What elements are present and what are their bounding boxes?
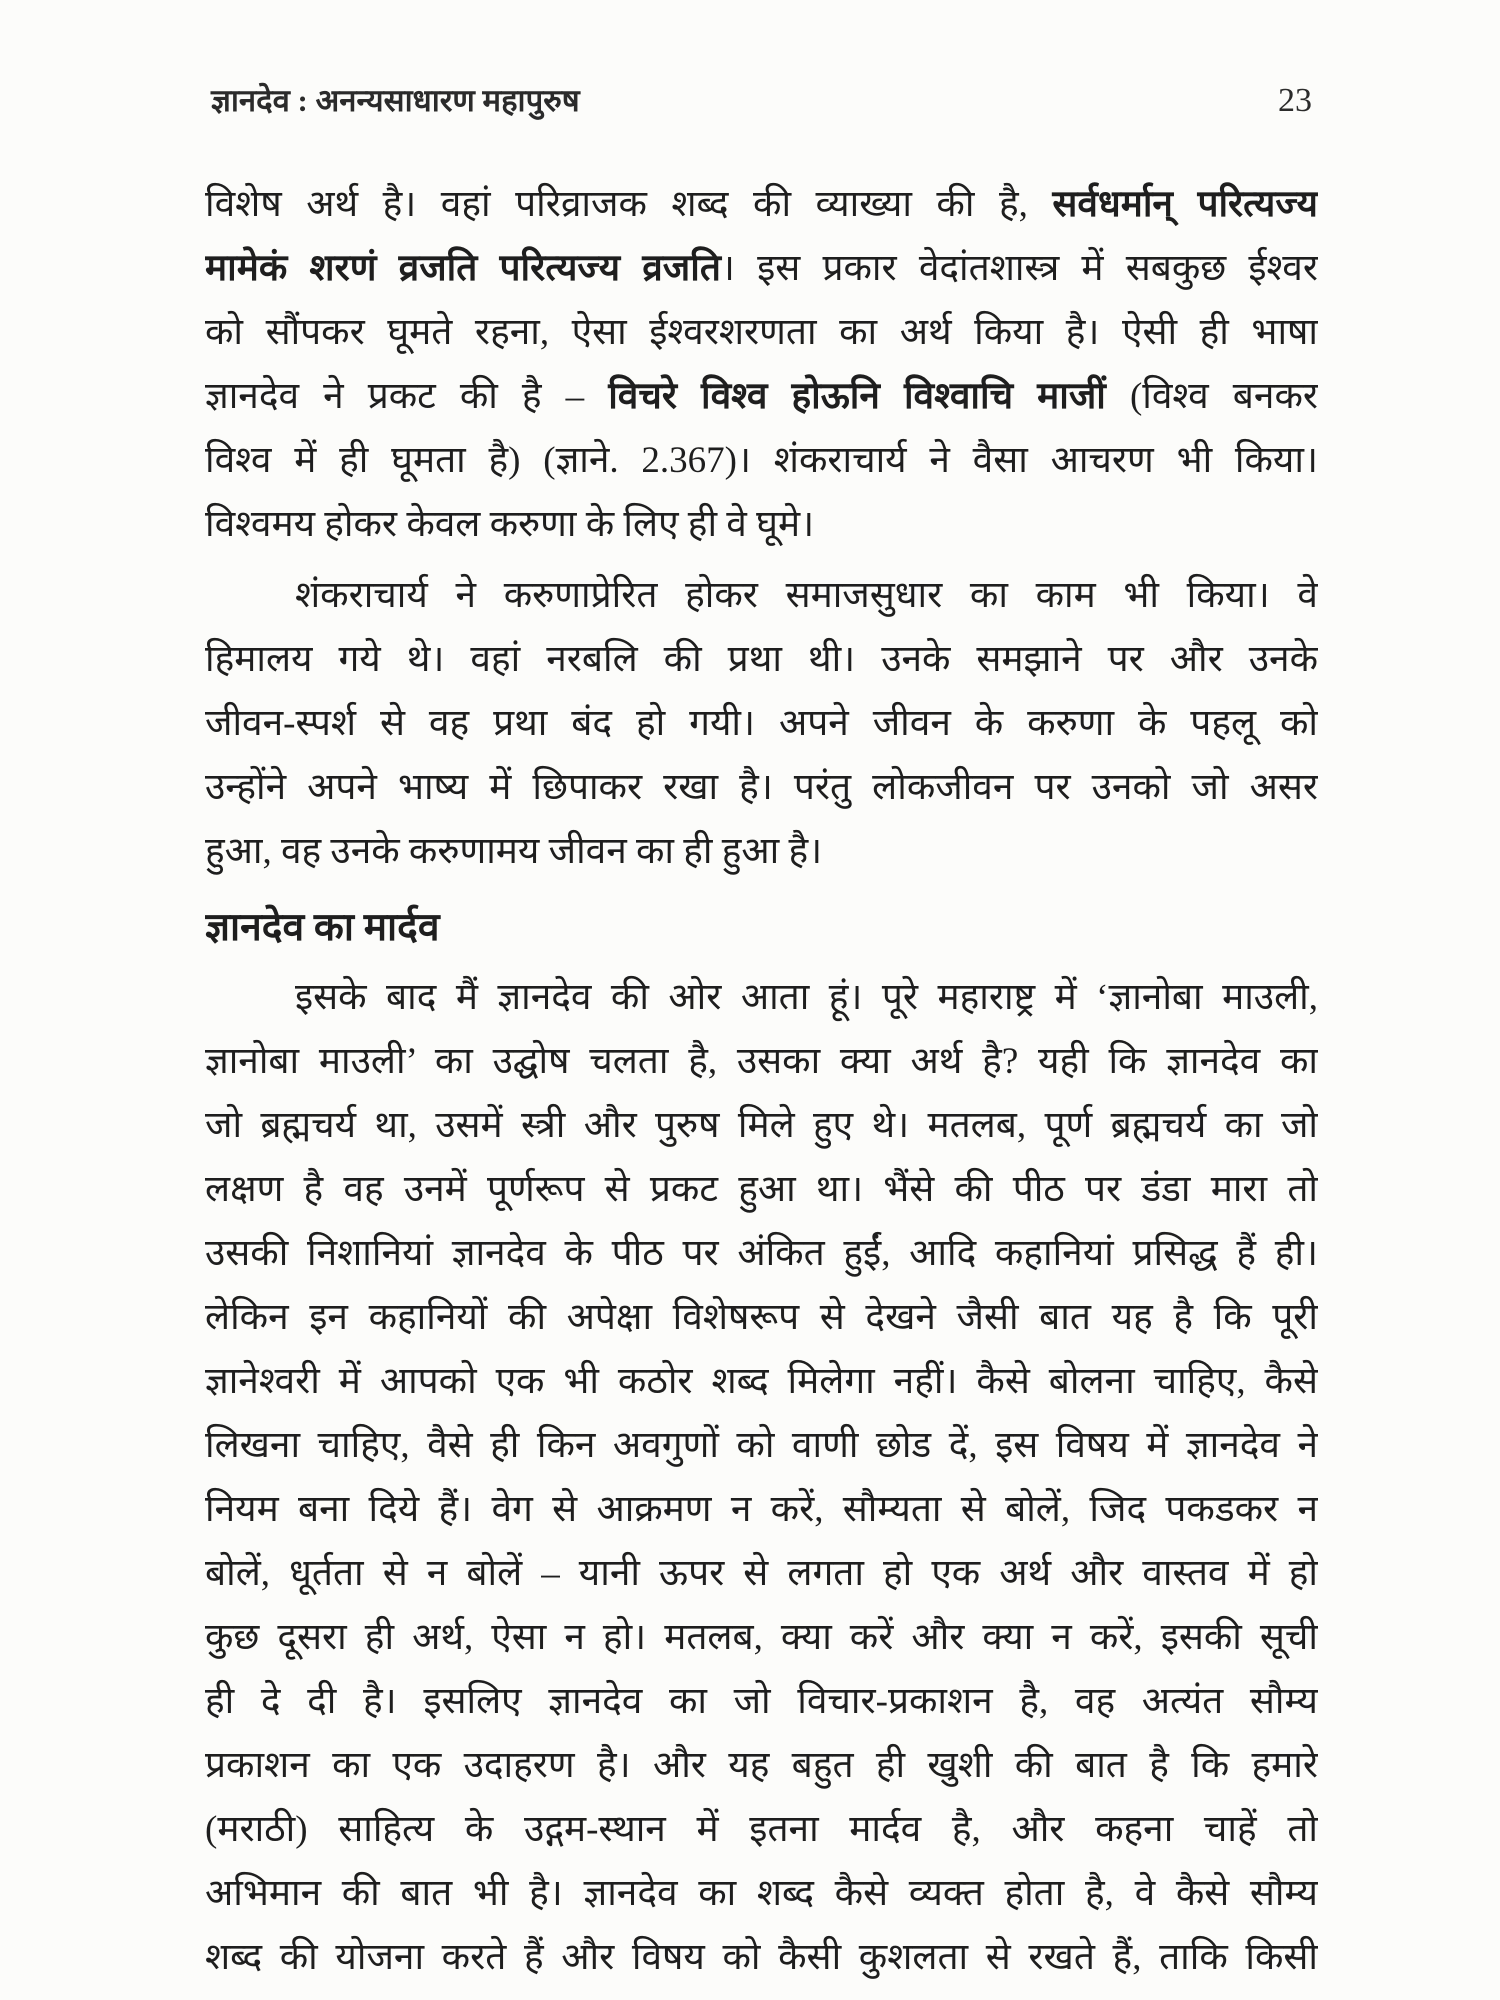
text-segment: (विश्व बनकर	[1105, 376, 1318, 417]
text-line: ही दे दी है। इसलिए ज्ञानदेव का जो विचार-प्रकाशन है, वह अत्यंत सौम्य	[205, 1681, 1318, 1722]
text-line: लक्षण है वह उनमें पूर्णरूप से प्रकट हुआ था। भैंसे की पीठ पर डंडा मारा तो	[205, 1169, 1318, 1210]
text-line: लेकिन इन कहानियों की अपेक्षा विशेषरूप से देखने जैसी बात यह है कि पूरी	[205, 1297, 1318, 1338]
text-line: जो ब्रह्मचर्य था, उसमें स्त्री और पुरुष मिले हुए थे। मतलब, पूर्ण ब्रह्मचर्य का जो	[205, 1105, 1318, 1146]
text-line: उन्होंने अपने भाष्य में छिपाकर रखा है। परंतु लोकजीवन पर उनको जो असर	[205, 767, 1318, 808]
text-line: प्रकाशन का एक उदाहरण है। और यह बहुत ही खुशी की बात है कि हमारे	[205, 1745, 1318, 1786]
text-line: ज्ञानेश्वरी में आपको एक भी कठोर शब्द मिलेगा नहीं। कैसे बोलना चाहिए, कैसे	[205, 1361, 1318, 1402]
text-line: हिमालय गये थे। वहां नरबलि की प्रथा थी। उनके समझाने पर और उनके	[205, 639, 1318, 680]
bold-quotation: मामेकं शरणं व्रजति परित्यज्य व्रजति	[205, 248, 721, 289]
text-line: लिखना चाहिए, वैसे ही किन अवगुणों को वाणी छोड दें, इस विषय में ज्ञानदेव ने	[205, 1425, 1318, 1466]
text-segment: विशेष अर्थ है। वहां परिव्राजक शब्द की व्याख्या की है,	[205, 184, 1053, 225]
text-line	[205, 173, 1318, 237]
text-line: विश्वमय होकर केवल करुणा के लिए ही वे घूमे।	[205, 504, 815, 545]
text-line: (मराठी) साहित्य के उद्गम-स्थान में इतना मार्दव है, और कहना चाहें तो	[205, 1809, 1318, 1850]
text-line: बोलें, धूर्तता से न बोलें – यानी ऊपर से लगता हो एक अर्थ और वास्तव में हो	[205, 1553, 1318, 1594]
text-line: कुछ दूसरा ही अर्थ, ऐसा न हो। मतलब, क्या करें और क्या न करें, इसकी सूची	[205, 1617, 1318, 1658]
bold-quotation: सर्वधर्मान् परित्यज्य	[1052, 184, 1318, 225]
text-segment: ज्ञानदेव ने प्रकट की है –	[205, 376, 609, 417]
text-line: शंकराचार्य ने करुणाप्रेरित होकर समाजसुधार का काम भी किया। वे	[295, 575, 1318, 616]
text-line: को सौंपकर घूमते रहना, ऐसा ईश्वरशरणता का अर्थ किया है। ऐसी ही भाषा	[205, 312, 1318, 353]
text-line: शब्द की योजना करते हैं और विषय को कैसी कुशलता से रखते हैं, ताकि किसी	[205, 1937, 1318, 1978]
text-line: अभिमान की बात भी है। ज्ञानदेव का शब्द कैसे व्यक्त होता है, वे कैसे सौम्य	[205, 1873, 1318, 1914]
text-line: नियम बना दिये हैं। वेग से आक्रमण न करें, सौम्यता से बोलें, जिद पकडकर न	[205, 1489, 1318, 1530]
text-line	[205, 237, 1318, 301]
section-heading: ज्ञानदेव का मार्दव	[205, 906, 440, 949]
paragraph	[205, 173, 1318, 557]
paragraph	[205, 564, 1318, 884]
running-header-title: ज्ञानदेव : अनन्यसाधारण महापुरुष	[211, 83, 580, 118]
text-line: उसकी निशानियां ज्ञानदेव के पीठ पर अंकित हुईं, आदि कहानियां प्रसिद्ध हैं ही।	[205, 1233, 1318, 1274]
text-line: जीवन-स्पर्श से वह प्रथा बंद हो गयी। अपने जीवन के करुणा के पहलू को	[205, 703, 1318, 744]
bold-quotation: विचरे विश्व होऊनि विश्वाचि माजीं	[608, 376, 1106, 417]
text-line: ज्ञानोबा माउली’ का उद्घोष चलता है, उसका क्या अर्थ है? यही कि ज्ञानदेव का	[205, 1041, 1318, 1082]
paragraph	[205, 966, 1318, 1990]
page-number: 23	[1278, 82, 1312, 119]
text-line: इसके बाद मैं ज्ञानदेव की ओर आता हूं। पूरे महाराष्ट्र में ‘ज्ञानोबा माउली,	[295, 977, 1318, 1018]
text-line: हुआ, वह उनके करुणामय जीवन का ही हुआ है।	[205, 831, 823, 872]
text-line: विश्व में ही घूमता है) (ज्ञाने. 2.367)। शंकराचार्य ने वैसा आचरण भी किया।	[205, 440, 1318, 481]
running-header	[0, 0, 1500, 140]
text-line	[205, 365, 1318, 429]
text-segment: । इस प्रकार वेदांतशास्त्र में सबकुछ ईश्वर	[720, 248, 1318, 289]
